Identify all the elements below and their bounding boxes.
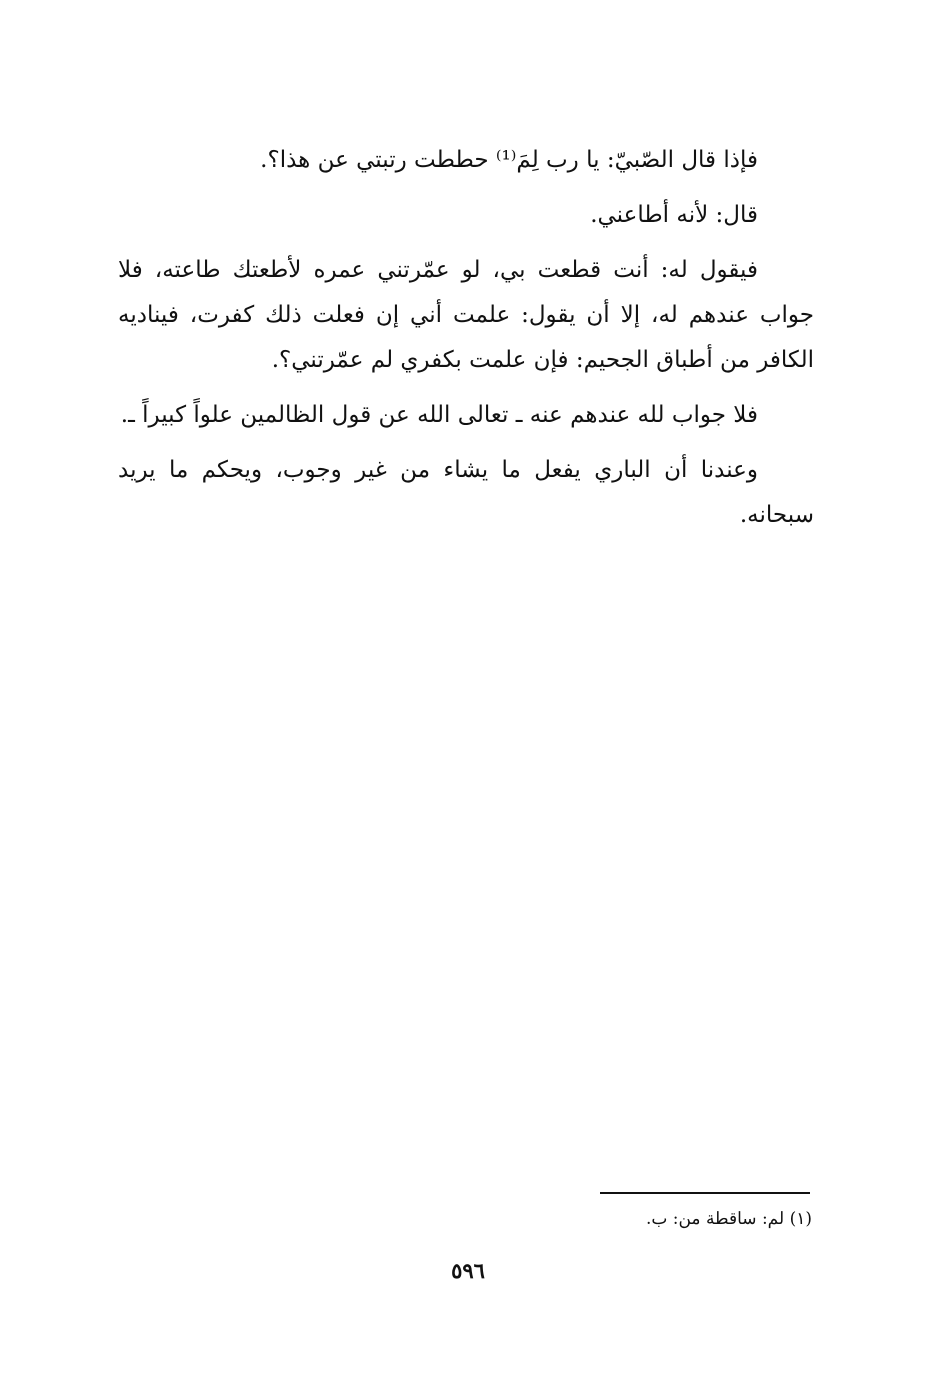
page-number: ٥٩٦ xyxy=(451,1258,485,1283)
paragraph-3: فيقول له: أنت قطعت بي، لو عمّرتني عمره لأطعتك طاعته، فلا جواب عندهم له، إلا أن يقول: علمت أني إن فعلت ذلك كفرت، فيناديه الكافر من أطباق الجحيم: فإن علمت بكفري لم عمّرتني؟. xyxy=(118,257,814,373)
paragraph-2: قال: لأنه أطاعني. xyxy=(590,202,758,228)
paragraph-1: فإذا قال الصّبيّ: يا رب لِمَ⁽¹⁾ حططت رتبتي عن هذا؟. xyxy=(260,147,758,173)
paragraph-4: فلا جواب لله عندهم عنه ـ تعالى الله عن قول الظالمين علواً كبيراً ـ. xyxy=(120,402,758,428)
main-text-block xyxy=(118,138,814,548)
footnote-divider xyxy=(600,1192,810,1194)
footnote-1: (١) لم: ساقطة من: ب. xyxy=(645,1209,812,1229)
paragraph-5: وعندنا أن الباري يفعل ما يشاء من غير وجوب، ويحكم ما يريد سبحانه. xyxy=(118,457,814,528)
